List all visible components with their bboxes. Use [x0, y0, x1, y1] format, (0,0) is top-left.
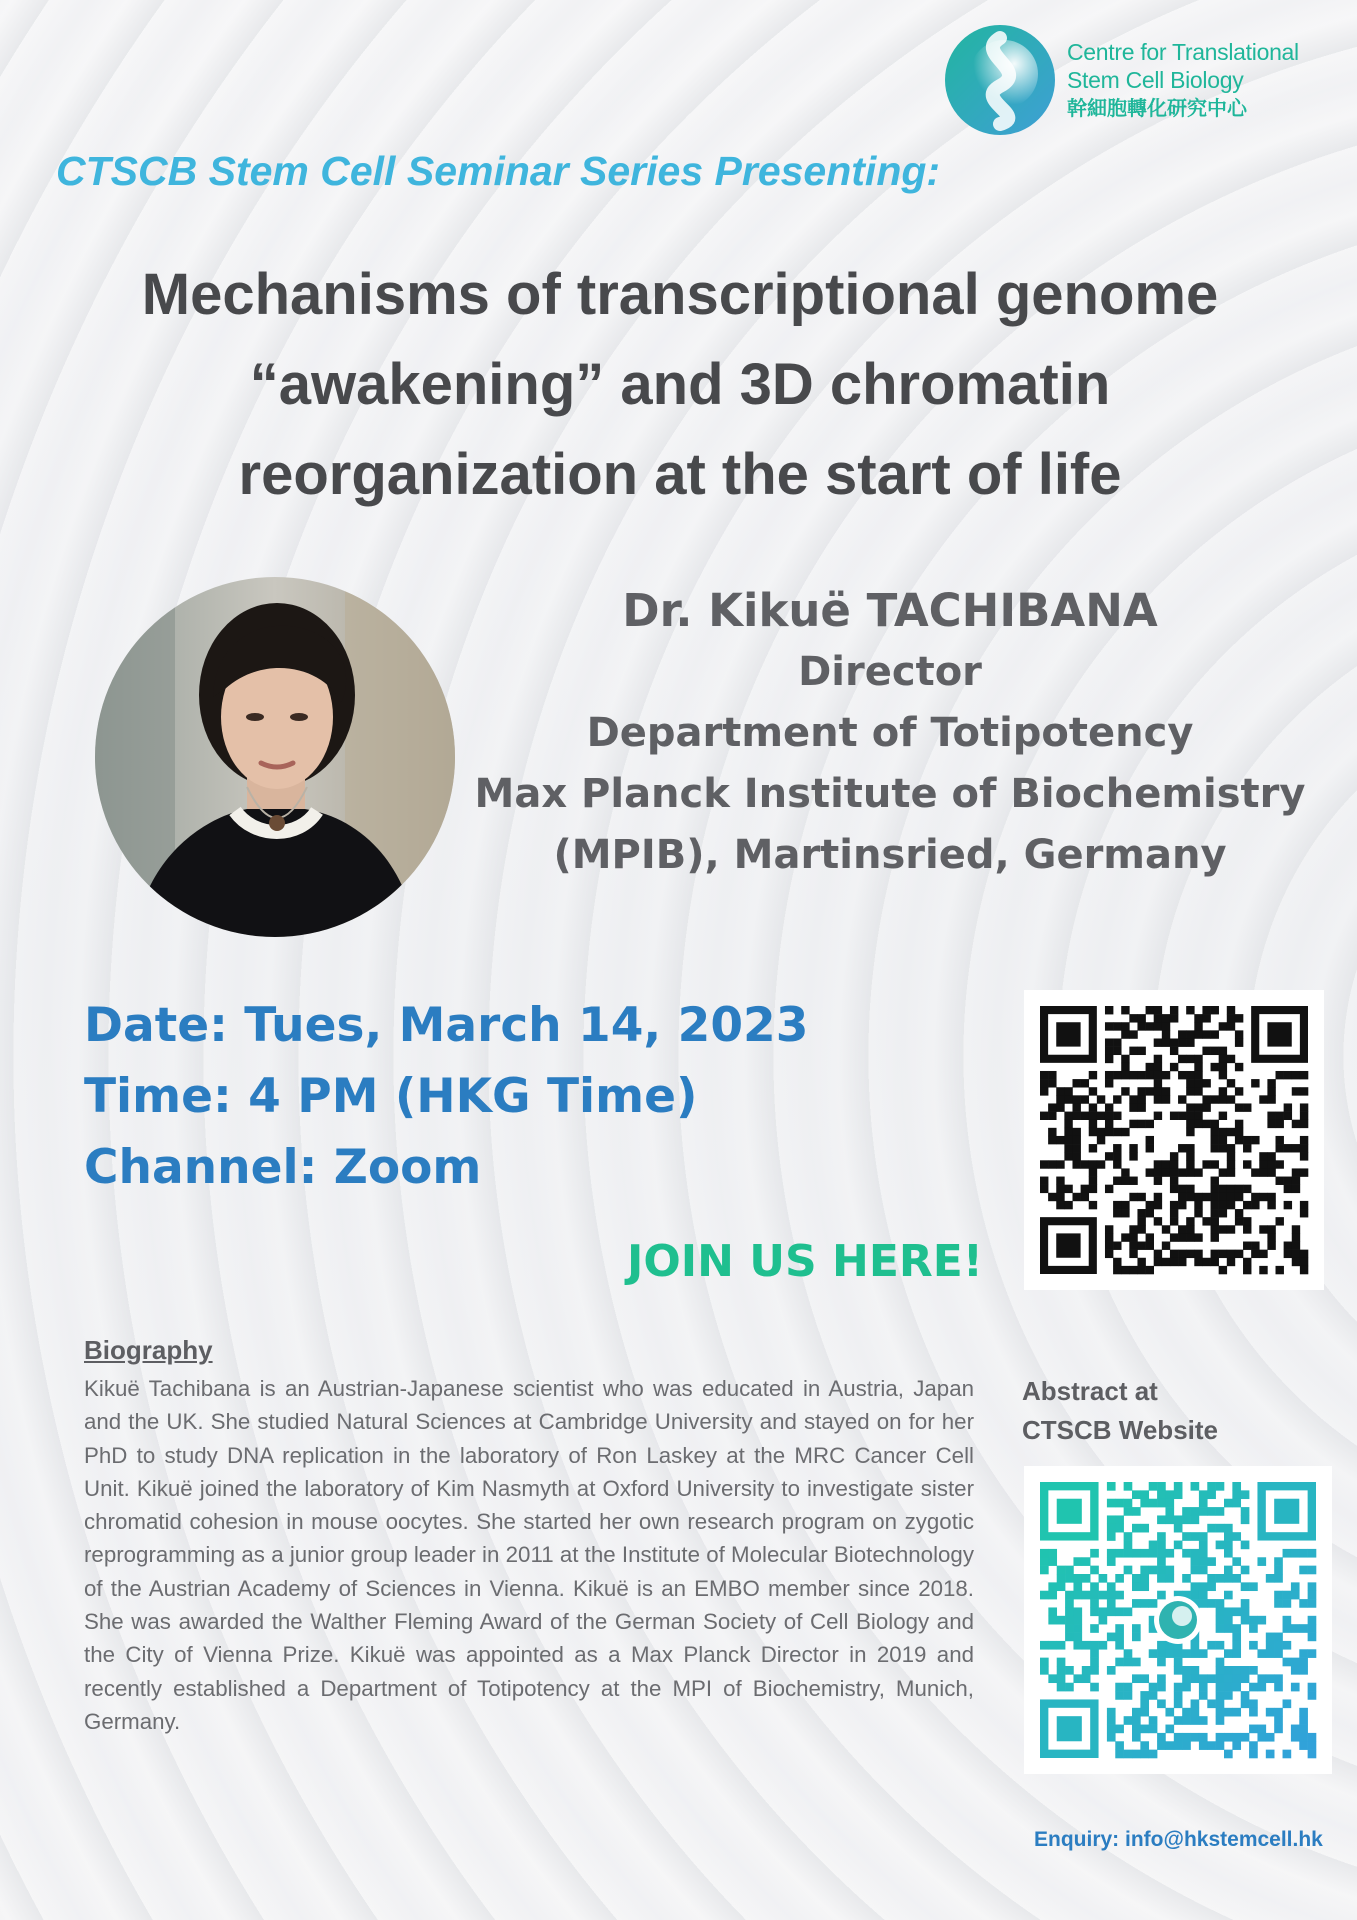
speaker-department: Department of Totipotency: [586, 710, 1194, 756]
event-time: Time: 4 PM (HKG Time): [84, 1069, 698, 1124]
abstract-line-1: Abstract at: [1022, 1376, 1158, 1406]
speaker-position: Director: [798, 649, 982, 695]
abstract-line-2: CTSCB Website: [1022, 1415, 1218, 1445]
biography-heading: Biography: [84, 1335, 213, 1365]
abstract-label: [1022, 1372, 1218, 1450]
speaker-institute: Max Planck Institute of Biochemistry: [474, 771, 1306, 817]
talk-title: [60, 250, 1300, 520]
event-date: Date: Tues, March 14, 2023: [84, 998, 809, 1053]
zoom-qr-code[interactable]: [1024, 990, 1324, 1290]
talk-title-line-3: reorganization at the start of life: [238, 442, 1122, 507]
speaker-photo: [95, 577, 455, 937]
enquiry-contact[interactable]: Enquiry: info@hkstemcell.hk: [1034, 1828, 1323, 1851]
logo-line-3: 幹細胞轉化研究中心: [1067, 96, 1247, 120]
logo-line-1: Centre for Translational: [1067, 39, 1299, 65]
website-qr-code[interactable]: [1024, 1466, 1332, 1774]
speaker-info: [470, 580, 1310, 886]
series-heading: CTSCB Stem Cell Seminar Series Presenting:: [56, 148, 941, 194]
event-channel: Channel: Zoom: [84, 1140, 482, 1195]
speaker-name: Dr. Kikuë TACHIBANA: [622, 584, 1158, 637]
talk-title-line-2: “awakening” and 3D chromatin: [249, 352, 1111, 417]
logo-line-2: Stem Cell Biology: [1067, 67, 1244, 93]
biography-text: Kikuë Tachibana is an Austrian-Japanese scientist who was educated in Austria, Japan and the UK. She studied Natural Sciences at Cambridge University and stayed on for her PhD to study DNA replication in the laboratory of Ron Laskey at the MRC Cancer Cell Unit. Kikuë joined the laboratory of Kim Nasmyth at Oxford University to investigate sister chromatid cohesion in mouse oocytes. She started her own research program on zygotic reprogramming as a junior group leader in 2011 at the Institute of Molecular Biotechnology of the Austrian Academy of Sciences in Vienna. Kikuë is an EMBO member since 2018. She was awarded the Walther Fleming Award of the German Society of Cell Biology and the City of Vienna Prize. Kikuë was appointed as a Max Planck Director in 2019 and recently established a Department of Totipotency at the MPI of Biochemistry, Munich, Germany.: [84, 1376, 974, 1734]
talk-title-line-1: Mechanisms of transcriptional genome: [141, 262, 1219, 327]
speaker-location: (MPIB), Martinsried, Germany: [553, 832, 1227, 878]
event-details: [84, 990, 808, 1203]
qr-code-icon: [1024, 990, 1324, 1290]
ctscb-logo-icon: [944, 24, 1056, 136]
ctscb-logo: [944, 24, 1344, 138]
speaker-portrait-image: [95, 577, 455, 937]
join-us-label: JOIN US HERE!: [627, 1236, 983, 1287]
qr-code-icon: [1024, 1466, 1332, 1774]
